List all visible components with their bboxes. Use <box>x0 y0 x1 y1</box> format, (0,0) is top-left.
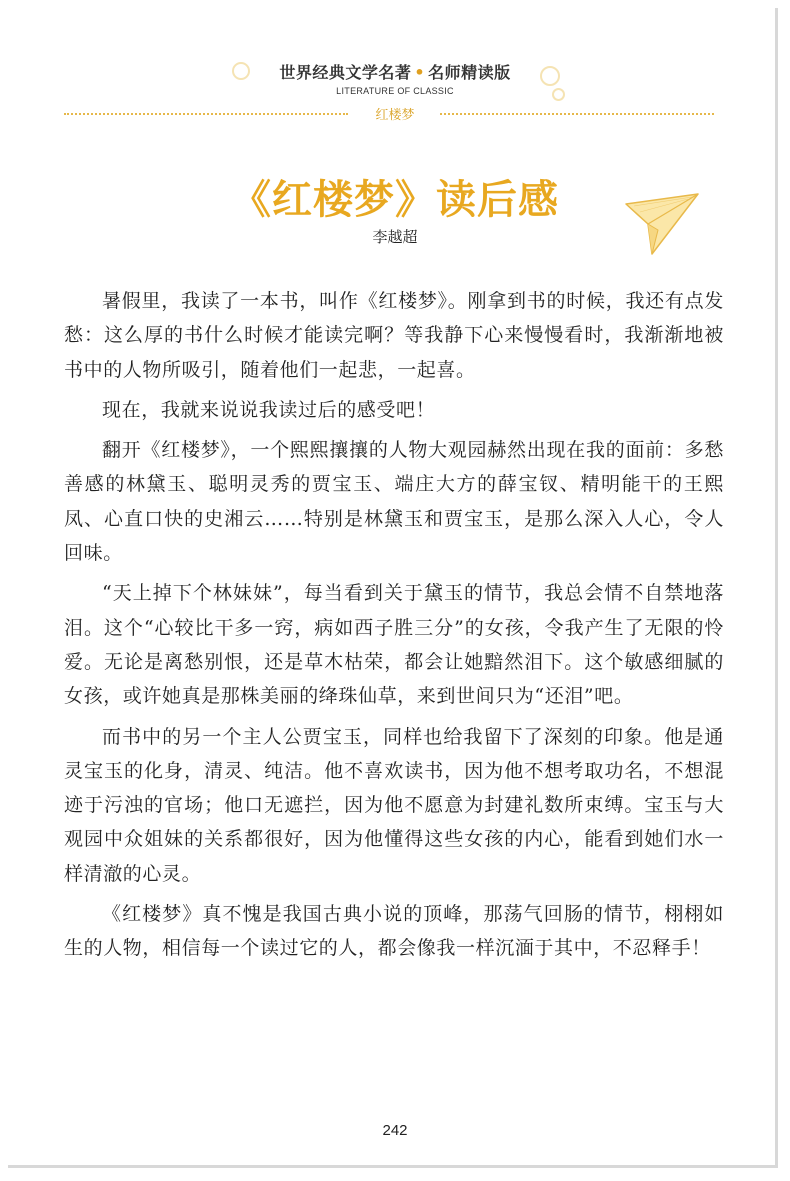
series-title <box>0 60 790 83</box>
essay-title: 《红楼梦》读后感 <box>231 176 559 223</box>
paragraph-1: 暑假里，我读了一本书，叫作《红楼梦》。刚拿到书的时候，我还有点发愁：这么厚的书什么时候才能读完啊？等我静下心来慢慢看时，我渐渐地被书中的人物所吸引，随着他们一起悲，一起喜。 <box>64 290 724 381</box>
author: 李越超 <box>372 228 418 246</box>
series-header <box>0 60 790 96</box>
paragraph-6: 《红楼梦》真不愧是我国古典小说的顶峰，那荡气回肠的情节，栩栩如生的人物，相信每一个读过它的人，都会像我一样沉湎于其中，不忍释手！ <box>64 903 724 960</box>
series-subtitle: LITERATURE OF CLASSIC <box>336 86 454 96</box>
paper-plane-icon <box>622 190 702 260</box>
series-title-part2: 名师精读版 <box>428 63 511 82</box>
book-label: 红楼梦 <box>375 108 415 123</box>
paragraph-4: “天上掉下个林妹妹”，每当看到关于黛玉的情节，我总会情不自禁地落泪。这个“心较比干多一窍，病如西子胜三分”的女孩，令我产生了无限的怜爱。无论是离愁别恨，还是草木枯荣，都会让她黯然泪下。这个敏感细腻的女孩，或许她真是那株美丽的绛珠仙草，来到世间只为“还泪”吧。 <box>64 582 724 708</box>
paragraph-3: 翻开《红楼梦》，一个熙熙攘攘的人物大观园赫然出现在我的面前：多愁善感的林黛玉、聪明灵秀的贾宝玉、端庄大方的薛宝钗、精明能干的王熙凤、心直口快的史湘云……特别是林黛玉和贾宝玉，是那么深入人心，令人回味。 <box>64 439 724 565</box>
series-title-part1: 世界经典文学名著 <box>279 63 412 82</box>
paragraph-5: 而书中的另一个主人公贾宝玉，同样也给我留下了深刻的印象。他是通灵宝玉的化身，清灵、纯洁。他不喜欢读书，因为他不想考取功名，不想混迹于污浊的官场；他口无遮拦，因为他不愿意为封建礼数所束缚。宝玉与大观园中众姐妹的关系都很好，因为他懂得这些女孩的内心，能看到她们水一样清澈的心灵。 <box>64 725 724 885</box>
series-title-separator: • <box>414 63 426 82</box>
essay-body <box>64 284 724 972</box>
page-number: 242 <box>382 1122 408 1139</box>
paragraph-2: 现在，我就来说说我读过后的感受吧！ <box>102 398 436 421</box>
